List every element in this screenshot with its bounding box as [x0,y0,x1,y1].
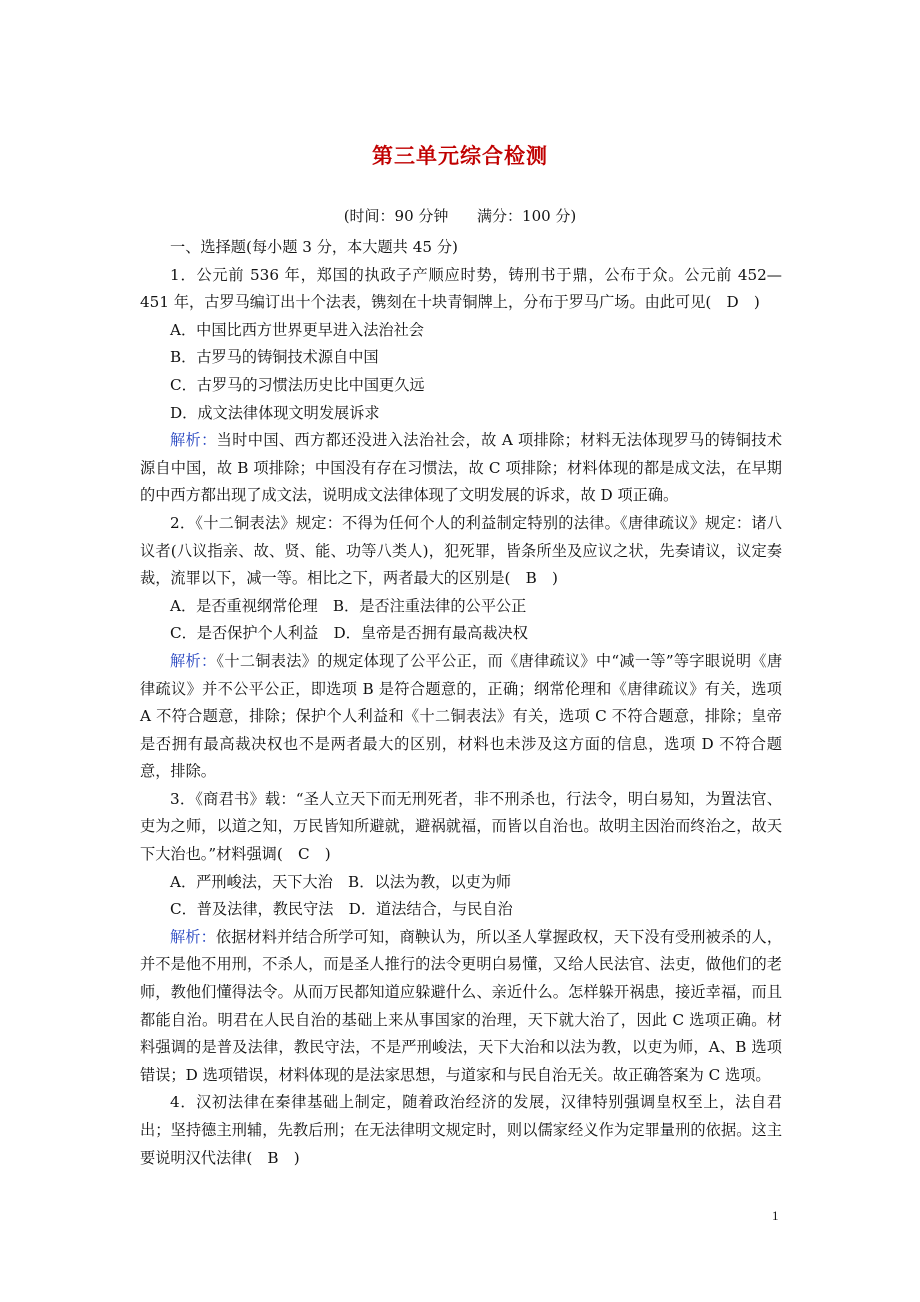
question-1-analysis-text: 当时中国、西方都还没进入法治社会，故 A 项排除；材料无法体现罗马的铸铜技术源自中国，故 B 项排除；中国没有存在习惯法，故 C 项排除；材料体现的都是成文法，在早期的中西方都出现了成文法，说明成文法律体现了文明发展的诉求，故 D 项正确。 [140,431,783,505]
question-1-analysis [140,427,782,510]
question-1-option-d: D．成文法律体现文明发展诉求 [170,403,380,422]
analysis-label: 解析： [170,431,217,450]
question-3-options-cd: C．普及法律，教民守法 D．道法结合，与民自治 [170,900,513,919]
question-3-analysis-text: 依据材料并结合所学可知，商鞅认为，所以圣人掌握政权，天下没有受刑被杀的人，并不是他不用刑，不杀人，而是圣人推行的法令更明白易懂，又给人民法官、法吏，做他们的老师，教他们懂得法令。从而万民都知道应躲避什么、亲近什么。怎样躲开祸患，接近幸福，而且都能自治。明君在人民自治的基础上来从事国家的治理，天下就大治了，因此 C 选项正确。材料强调的是普及法律，教民守法，不是严刑峻法，天下大治和以法为教，以吏为师，A、B 选项错误；D 选项错误，材料体现的是法家思想，与道家和与民自治无关。故正确答案为 C 选项。 [140,927,783,1084]
question-1-option-c: C．古罗马的习惯法历史比中国更久远 [170,375,425,394]
question-1-option-a: A．中国比西方世界更早进入法治社会 [170,320,424,339]
document-title: 第三单元综合检测 [372,143,548,168]
exam-meta: (时间：90 分钟 满分：100 分) [343,207,577,225]
page-number: 1 [772,1208,779,1223]
analysis-label: 解析： [170,651,217,670]
question-2-analysis-text: 《十二铜表法》的规定体现了公平公正，而《唐律疏议》中“减一等”等字眼说明《唐律疏议》并不公平公正，即选项 B 是符合题意的，正确；纲常伦理和《唐律疏议》有关，选项 A 不符合题意，排除；保护个人利益和《十二铜表法》有关，选项 C 不符合题意，排除；皇帝是否拥有最高裁决权也不是两者最大的区别，材料也未涉及这方面的信息，选项 D 不符合题意，排除。 [140,651,783,781]
question-2-options-cd: C．是否保护个人利益 D．皇帝是否拥有最高裁决权 [170,624,528,643]
question-2-stem: 2．《十二铜表法》规定：不得为任何个人的利益制定特别的法律。《唐律疏议》规定：诸八议者(八议指亲、故、贤、能、功等八类人)，犯死罪，皆条所坐及应议之状，先奏请议，议定奏裁，流罪以下，减一等。相比之下，两者最大的区别是( B ) [140,513,782,588]
question-2-analysis [140,648,782,786]
document-body [140,234,782,1172]
section-heading: 一、选择题(每小题 3 分，本大题共 45 分) [170,238,458,256]
question-1-stem: 1．公元前 536 年，郑国的执政子产顺应时势，铸刑书于鼎，公布于众。公元前 452—451 年，古罗马编订出十个法表，镌刻在十块青铜牌上，分布于罗马广场。由此可见( D ) [140,265,782,312]
question-3-analysis [140,924,782,1090]
question-1-option-b: B．古罗马的铸铜技术源自中国 [170,348,379,367]
question-3-options-ab: A．严刑峻法，天下大治 B．以法为教，以吏为师 [170,872,512,891]
question-3-stem: 3．《商君书》载：“圣人立天下而无刑死者，非不刑杀也，行法令，明白易知，为置法官、吏为之师，以道之知，万民皆知所避就，避祸就福，而皆以自治也。故明主因治而终治之，故天下大治也。”材料强调( C ) [140,789,782,864]
question-4-stem: 4．汉初法律在秦律基础上制定，随着政治经济的发展，汉律特别强调皇权至上，法自君出；坚持德主刑辅，先教后刑；在无法律明文规定时，则以儒家经义作为定罪量刑的依据。这主要说明汉代法律( B ) [140,1093,782,1167]
question-2-options-ab: A．是否重视纲常伦理 B．是否注重法律的公平公正 [170,596,527,615]
analysis-label: 解析： [170,927,216,946]
